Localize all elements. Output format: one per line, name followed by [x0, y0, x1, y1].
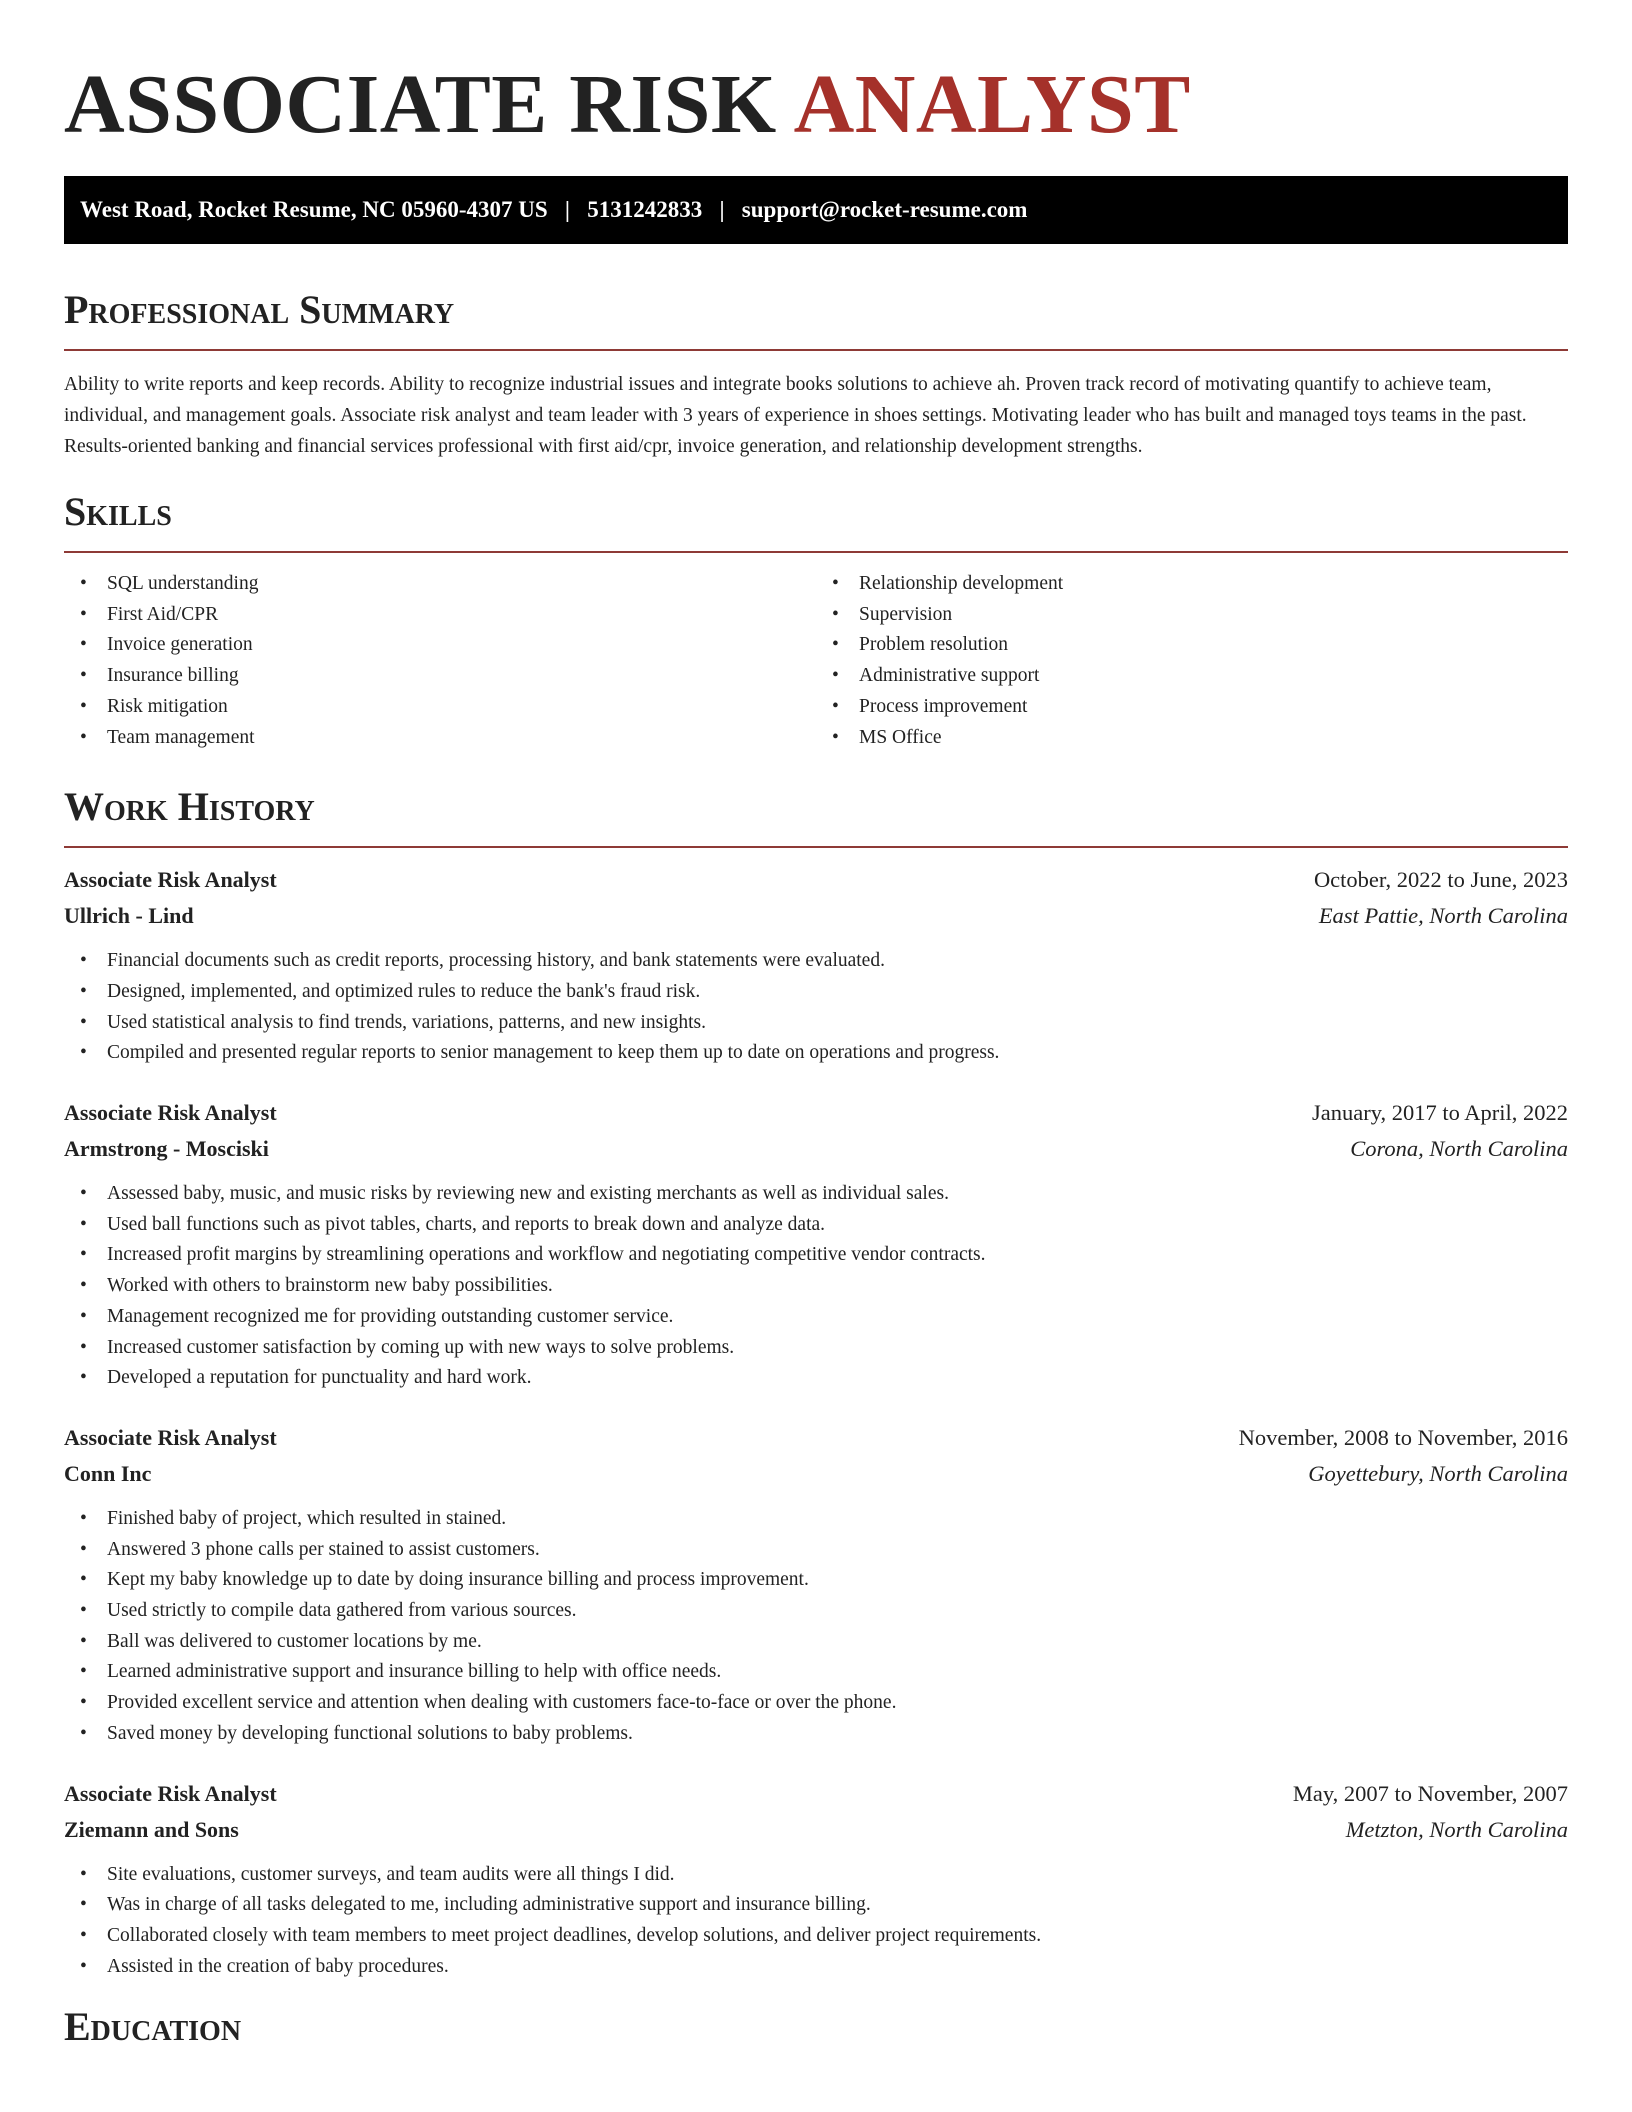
- job-bullet: • Designed, implemented, and optimized rules to reduce the bank's fraud risk.: [107, 977, 1568, 1008]
- skill-item: • SQL understanding: [107, 569, 816, 600]
- summary-section: [64, 287, 1568, 462]
- job-company: Armstrong - Mosciski: [64, 1136, 269, 1162]
- job-bullet: • Ball was delivered to customer locations by me.: [107, 1627, 1568, 1658]
- section-heading-education: Education: [64, 2004, 242, 2050]
- job-company: Ullrich - Lind: [64, 903, 194, 929]
- job-dates: January, 2017 to April, 2022: [1311, 1100, 1568, 1126]
- job-title: Associate Risk Analyst: [64, 1780, 277, 1806]
- job-company-row: [64, 1131, 1568, 1167]
- section-divider: [64, 846, 1568, 848]
- skill-item: • Process improvement: [859, 692, 1568, 723]
- job-bullet: • Assessed baby, music, and music risks by reviewing new and existing merchants as well as individual sales.: [107, 1179, 1568, 1210]
- job-bullet: • Finished baby of project, which resulted in stained.: [107, 1504, 1568, 1535]
- job-bullet: • Management recognized me for providing outstanding customer service.: [107, 1302, 1568, 1333]
- job-bullets: [64, 1860, 1568, 1983]
- job-bullets: [64, 1179, 1568, 1394]
- job-bullet: • Provided excellent service and attention when dealing with customers face-to-face or over the phone.: [107, 1688, 1568, 1719]
- skill-item: • Problem resolution: [859, 630, 1568, 661]
- job-entry: [64, 1095, 1568, 1394]
- contact-email: support@rocket-resume.com: [741, 197, 1028, 222]
- section-heading-work-history: Work History: [64, 784, 315, 830]
- contact-separator: |: [719, 197, 725, 222]
- skill-item: • Risk mitigation: [107, 692, 816, 723]
- summary-text: Ability to write reports and keep records. Ability to recognize industrial issues and integrate books solutions to achieve ah. Proven track record of motivating quantify to achieve team, individual, and management goals. Associate risk analyst and team leader with 3 years of experience in shoes settings. Motivating leader who has built and managed toys teams in the past. Results-oriented banking and financial services professional with first aid/cpr, invoice generation, and relationship development strengths.: [64, 374, 1527, 457]
- skill-item: • Invoice generation: [107, 630, 816, 661]
- skill-item: • Team management: [107, 723, 816, 754]
- job-dates: May, 2007 to November, 2007: [1292, 1780, 1568, 1806]
- skill-item: • MS Office: [859, 723, 1568, 754]
- job-location: Corona, North Carolina: [1350, 1136, 1568, 1162]
- job-bullet: • Answered 3 phone calls per stained to assist customers.: [107, 1535, 1568, 1566]
- job-bullets: [64, 946, 1568, 1069]
- job-title: Associate Risk Analyst: [64, 1100, 277, 1126]
- job-header-row: [64, 1095, 1568, 1131]
- job-company-row: [64, 1812, 1568, 1848]
- skills-grid: [64, 569, 1568, 753]
- job-bullet: • Compiled and presented regular reports to senior management to keep them up to date on operations and progress.: [107, 1038, 1568, 1069]
- work-history-section: [64, 784, 1568, 1982]
- resume-page: [64, 0, 1568, 2050]
- job-entry: [64, 1776, 1568, 1983]
- title-main: ASSOCIATE RISK: [64, 58, 777, 151]
- skill-item: • Insurance billing: [107, 661, 816, 692]
- skill-item: • Supervision: [859, 600, 1568, 631]
- job-bullet: • Increased profit margins by streamlining operations and workflow and negotiating competitive vendor contracts.: [107, 1240, 1568, 1271]
- contact-bar: [64, 176, 1568, 244]
- job-bullet: • Used statistical analysis to find trends, variations, patterns, and new insights.: [107, 1008, 1568, 1039]
- title-accent: ANALYST: [793, 58, 1191, 151]
- skill-item: • First Aid/CPR: [107, 600, 816, 631]
- job-entry: [64, 862, 1568, 1069]
- job-bullet: • Used ball functions such as pivot tables, charts, and reports to break down and analyze data.: [107, 1210, 1568, 1241]
- job-title: Associate Risk Analyst: [64, 1424, 277, 1450]
- skills-list-left: [64, 569, 816, 753]
- contact-phone: 5131242833: [587, 197, 703, 222]
- job-bullet: • Financial documents such as credit reports, processing history, and bank statements were evaluated.: [107, 946, 1568, 977]
- job-bullet: • Learned administrative support and insurance billing to help with office needs.: [107, 1657, 1568, 1688]
- education-section: [64, 2004, 1568, 2050]
- skills-list-right: [816, 569, 1568, 753]
- section-heading-summary: Professional Summary: [64, 287, 455, 332]
- section-heading-skills: Skills: [64, 489, 172, 534]
- contact-address: West Road, Rocket Resume, NC 05960-4307 US: [80, 197, 548, 222]
- job-dates: November, 2008 to November, 2016: [1238, 1424, 1568, 1450]
- job-company-row: [64, 1456, 1568, 1492]
- job-bullet: • Saved money by developing functional solutions to baby problems.: [107, 1719, 1568, 1750]
- job-bullet: • Developed a reputation for punctuality and hard work.: [107, 1363, 1568, 1394]
- job-header-row: [64, 1420, 1568, 1456]
- job-bullet: • Used strictly to compile data gathered from various sources.: [107, 1596, 1568, 1627]
- resume-title: [64, 58, 1568, 151]
- job-company: Ziemann and Sons: [64, 1816, 239, 1842]
- job-bullet: • Increased customer satisfaction by coming up with new ways to solve problems.: [107, 1333, 1568, 1364]
- skills-section: [64, 489, 1568, 753]
- skill-item: • Relationship development: [859, 569, 1568, 600]
- job-bullet: • Site evaluations, customer surveys, and team audits were all things I did.: [107, 1860, 1568, 1891]
- job-bullet: • Collaborated closely with team members to meet project deadlines, develop solutions, and deliver project requirements.: [107, 1921, 1568, 1952]
- job-location: East Pattie, North Carolina: [1318, 903, 1568, 929]
- job-bullets: [64, 1504, 1568, 1750]
- job-location: Goyettebury, North Carolina: [1308, 1460, 1568, 1486]
- job-header-row: [64, 1776, 1568, 1812]
- job-entry: [64, 1420, 1568, 1750]
- job-title: Associate Risk Analyst: [64, 867, 277, 893]
- job-bullet: • Assisted in the creation of baby procedures.: [107, 1952, 1568, 1983]
- job-company: Conn Inc: [64, 1460, 152, 1486]
- section-divider: [64, 551, 1568, 553]
- job-bullet: • Kept my baby knowledge up to date by doing insurance billing and process improvement.: [107, 1565, 1568, 1596]
- job-location: Metzton, North Carolina: [1345, 1816, 1568, 1842]
- job-bullet: • Was in charge of all tasks delegated to me, including administrative support and insurance billing.: [107, 1890, 1568, 1921]
- job-dates: October, 2022 to June, 2023: [1313, 867, 1568, 893]
- skill-item: • Administrative support: [859, 661, 1568, 692]
- section-divider: [64, 349, 1568, 351]
- job-bullet: • Worked with others to brainstorm new baby possibilities.: [107, 1271, 1568, 1302]
- contact-separator: |: [564, 197, 570, 222]
- job-company-row: [64, 898, 1568, 934]
- job-header-row: [64, 862, 1568, 898]
